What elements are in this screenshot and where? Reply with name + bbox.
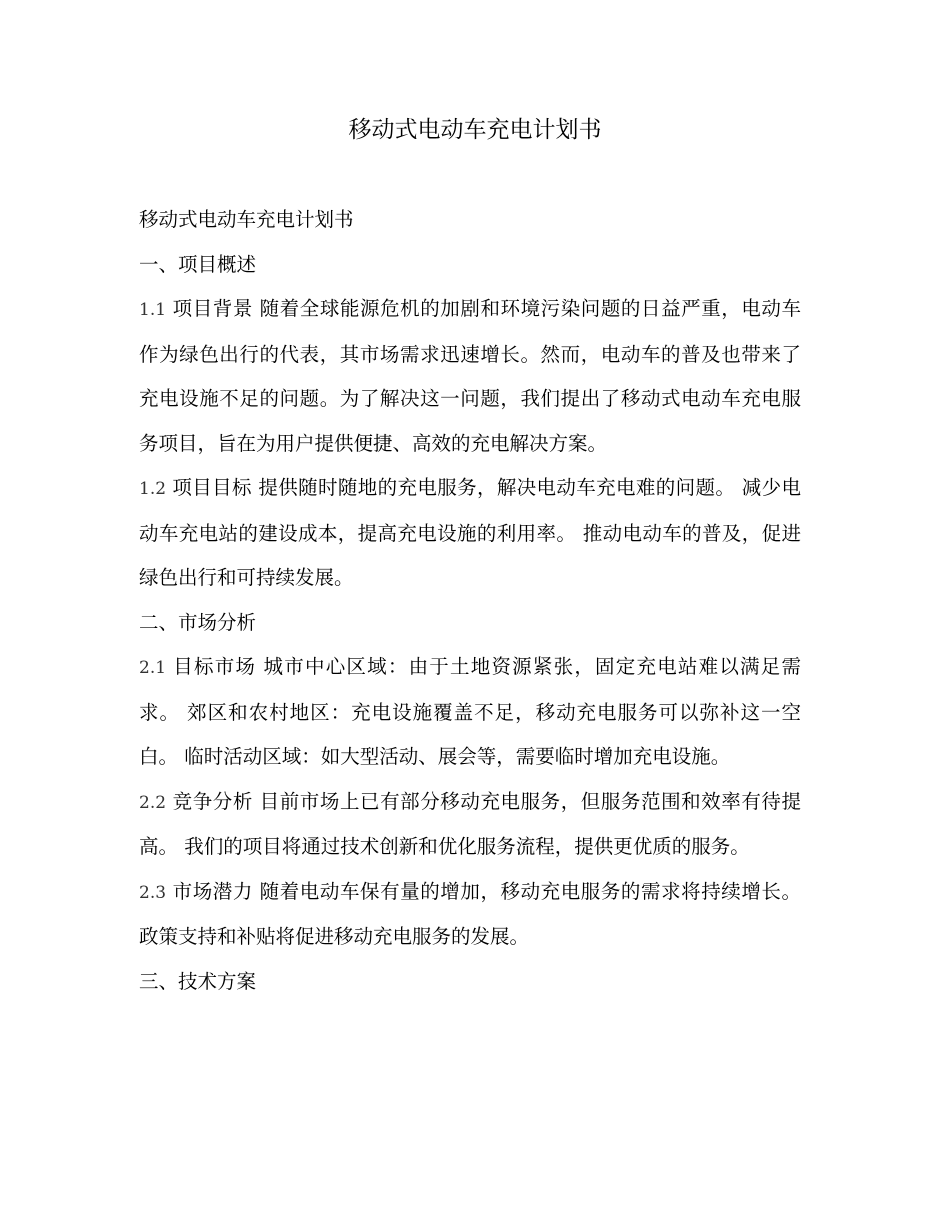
- section-heading-overview: 一、项目概述: [139, 252, 257, 276]
- paragraph-2-2: [139, 780, 801, 870]
- paragraph-2-3: [139, 870, 801, 960]
- paragraph-2-1: [139, 645, 801, 780]
- paragraph-number: 2.2: [139, 792, 167, 813]
- paragraph-number: 1.1: [139, 300, 167, 320]
- document-body: [139, 198, 801, 1004]
- paragraph-1-2: [139, 466, 801, 601]
- paragraph-number: 1.2: [139, 479, 167, 499]
- paragraph-1-1: [139, 287, 801, 466]
- paragraph-number: 2.1: [139, 658, 167, 678]
- section-heading-technical: 三、技术方案: [139, 969, 257, 993]
- paragraph-number: 2.3: [139, 882, 167, 903]
- document-subtitle: 移动式电动车充电计划书: [139, 208, 354, 231]
- document-title: 移动式电动车充电计划书: [348, 117, 602, 143]
- paragraph-text: 项目背景 随着全球能源危机的加剧和环境污染问题的日益严重，电动车作为绿色出行的代表，其市场需求迅速增长。然而，电动车的普及也带来了充电设施不足的问题。为了解决这一问题，我们提出了移动式电动车充电服务项目，旨在为用户提供便捷、高效的充电解决方案。: [139, 297, 801, 455]
- paragraph-text: 项目目标 提供随时随地的充电服务，解决电动车充电难的问题。 减少电动车充电站的建设成本，提高充电设施的利用率。 推动电动车的普及，促进绿色出行和可持续发展。: [139, 476, 801, 589]
- paragraph-text: 竞争分析 目前市场上已有部分移动充电服务，但服务范围和效率有待提高。 我们的项目将通过技术创新和优化服务流程，提供更优质的服务。: [139, 789, 801, 858]
- section-heading-market: 二、市场分析: [139, 610, 257, 634]
- paragraph-text: 市场潜力 随着电动车保有量的增加，移动充电服务的需求将持续增长。 政策支持和补贴将促进移动充电服务的发展。: [139, 879, 801, 948]
- paragraph-text: 目标市场 城市中心区域：由于土地资源紧张，固定充电站难以满足需求。 郊区和农村地区：充电设施覆盖不足，移动充电服务可以弥补这一空白。 临时活动区域：如大型活动、展会等，需要临时增加充电设施。: [139, 655, 801, 768]
